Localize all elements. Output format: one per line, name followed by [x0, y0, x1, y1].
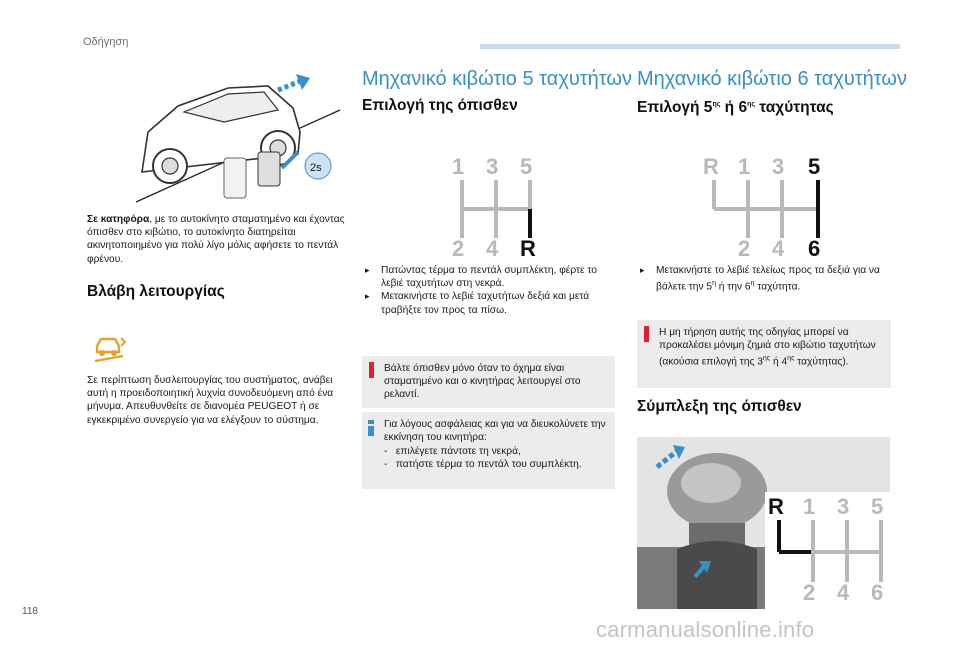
info-box-start — [362, 412, 615, 489]
warning-icon — [644, 326, 649, 342]
subtitle-sup-2: ης — [747, 100, 755, 108]
warning-box-gearbox — [637, 320, 891, 388]
gear6-label-r: R — [703, 154, 719, 179]
gearbox-warning-text — [659, 326, 883, 369]
info-icon — [368, 420, 374, 436]
hill-assist-warning-icon — [93, 334, 127, 364]
gear-label-1: 1 — [452, 154, 465, 179]
gear-label-r: R — [520, 236, 536, 261]
subtitle-part-c: ταχύτητας — [754, 99, 834, 116]
knob-label-6: 6 — [871, 580, 884, 605]
subtitle-part-a: Επιλογή 5 — [637, 99, 713, 116]
gear-label-3: 3 — [486, 154, 499, 179]
instr-sup-2: η — [750, 280, 755, 288]
knob-gate-panel — [765, 492, 890, 609]
info-intro: Για λόγους ασφάλειας και για να διευκολύνετε την εκκίνηση του κινητήρα: — [384, 419, 606, 444]
slope-para-bold: Σε κατηφόρα — [87, 214, 150, 225]
gear-label-5: 5 — [520, 154, 533, 179]
info-item-2-text: πατήστε τέρμα το πεντάλ του συμπλέκτη. — [395, 459, 582, 470]
fault-title: Βλάβη λειτουργίας — [87, 283, 225, 300]
reverse-steps-list — [365, 264, 610, 317]
car-slope-illustration — [128, 72, 343, 207]
gear-diagram-5 — [440, 152, 560, 264]
gear6-label-6: 6 — [808, 236, 821, 261]
gear-knob-photo — [637, 437, 890, 609]
slope-paragraph — [87, 213, 349, 266]
watermark: carmanualsonline.info — [596, 617, 815, 642]
knob-label-2: 2 — [803, 580, 816, 605]
step-2-text: Μετακινήστε το λεβιέ ταχυτήτων δεξιά και μετά τραβήξτε τον προς τα πίσω. — [381, 291, 590, 316]
fault-paragraph: Σε περίπτωση δυσλειτουργίας του συστήματος, ανάβει αυτή η προειδοποιητική λυχνία συνοδευόμενη από ένα μήνυμα. Απευθυνθείτε σε διανομέα PEUGEOT ή σε εγκεκριμένο συνεργείο για να ελέγξουν το σύστημα. — [87, 375, 334, 426]
knob-label-1: 1 — [803, 494, 816, 519]
gbw-sup-2: ης — [787, 355, 795, 363]
gear6-label-1: 1 — [738, 154, 751, 179]
manual-6-title: Μηχανικό κιβώτιο 6 ταχυτήτων — [637, 68, 908, 90]
warning-icon — [369, 362, 374, 378]
section-label: Οδήγηση — [83, 36, 129, 48]
info-item-2: - πατήστε τέρμα το πεντάλ του συμπλέκτη. — [384, 459, 582, 470]
gbw-sup-1: ης — [762, 355, 771, 363]
subtitle-part-b: ή 6 — [720, 99, 748, 116]
instr-sup-1: η — [712, 280, 716, 288]
knob-label-3: 3 — [837, 494, 850, 519]
warning-text: Βάλτε όπισθεν μόνο όταν το όχημα είναι σταματημένο και ο κινητήρας λειτουργεί στο ρελαντί. — [384, 363, 581, 401]
gear-label-4: 4 — [486, 236, 499, 261]
gear-diagram-6 — [700, 152, 840, 264]
svg-text:2s: 2s — [310, 162, 322, 174]
gear-5-6-subtitle — [637, 99, 834, 117]
manual-5-title: Μηχανικό κιβώτιο 5 ταχυτήτων — [362, 68, 633, 90]
slope-para-text: , με το αυτοκίνητο σταματημένο και έχοντας όπισθεν στο κιβώτιο, το αυτοκίνητο διατηρείται ακινητοποιημένο για πολύ λίγο μόλις αφήσετε το πεντάλ φρένου. — [87, 214, 345, 265]
instr-part-b: ή την 6 — [715, 281, 751, 293]
gbw-part-a: Η μη τήρηση αυτής της οδηγίας μπορεί να προκαλέσει μόνιμη ζημιά στο κιβώτιο ταχυτήτων (ακούσια επιλογή της 3 — [659, 327, 876, 368]
knob-label-4: 4 — [837, 580, 850, 605]
gear6-label-2: 2 — [738, 236, 751, 261]
instr-part-c: ταχύτητα. — [754, 281, 801, 293]
gear-label-2: 2 — [452, 236, 465, 261]
header-bar — [480, 44, 900, 49]
engage-reverse-title: Σύμπλεξη της όπισθεν — [637, 398, 802, 415]
gbw-part-c: ταχύτητας). — [794, 356, 849, 368]
gear-5-6-instruction: ▸ Μετακινήστε το λεβιέ τελείως προς τα δεξιά για να βάλετε την $5^\eta$ ή την $6^\eta$ ταχύτητα. — [640, 265, 880, 293]
info-item-1-text: επιλέγετε πάντοτε τη νεκρά, — [395, 446, 521, 457]
page-number: 118 — [22, 606, 38, 617]
gear6-label-5: 5 — [808, 154, 821, 179]
gbw-part-b: ή 4 — [770, 356, 788, 368]
subtitle-sup-1: ης — [712, 100, 721, 108]
gear6-label-4: 4 — [772, 236, 785, 261]
info-item-1: - επιλέγετε πάντοτε τη νεκρά, — [384, 446, 521, 457]
step-1-text: Πατώντας τέρμα το πεντάλ συμπλέκτη, φέρτε το λεβιέ ταχυτήτων στη νεκρά. — [381, 265, 597, 290]
reverse-selection-subtitle: Επιλογή της όπισθεν — [362, 97, 518, 114]
warning-box-reverse — [362, 356, 615, 408]
list-item: ▸ Μετακινήστε το λεβιέ ταχυτήτων δεξιά και μετά τραβήξτε τον προς τα πίσω. — [365, 291, 590, 316]
knob-label-5: 5 — [871, 494, 884, 519]
knob-label-r: R — [768, 494, 784, 519]
list-item: ▸ Πατώντας τέρμα το πεντάλ συμπλέκτη, φέρτε το λεβιέ ταχυτήτων στη νεκρά. — [365, 265, 597, 290]
gear6-label-3: 3 — [772, 154, 785, 179]
instr-part-a: Μετακινήστε το λεβιέ τελείως προς τα δεξιά για να βάλετε την 5 — [656, 265, 880, 293]
